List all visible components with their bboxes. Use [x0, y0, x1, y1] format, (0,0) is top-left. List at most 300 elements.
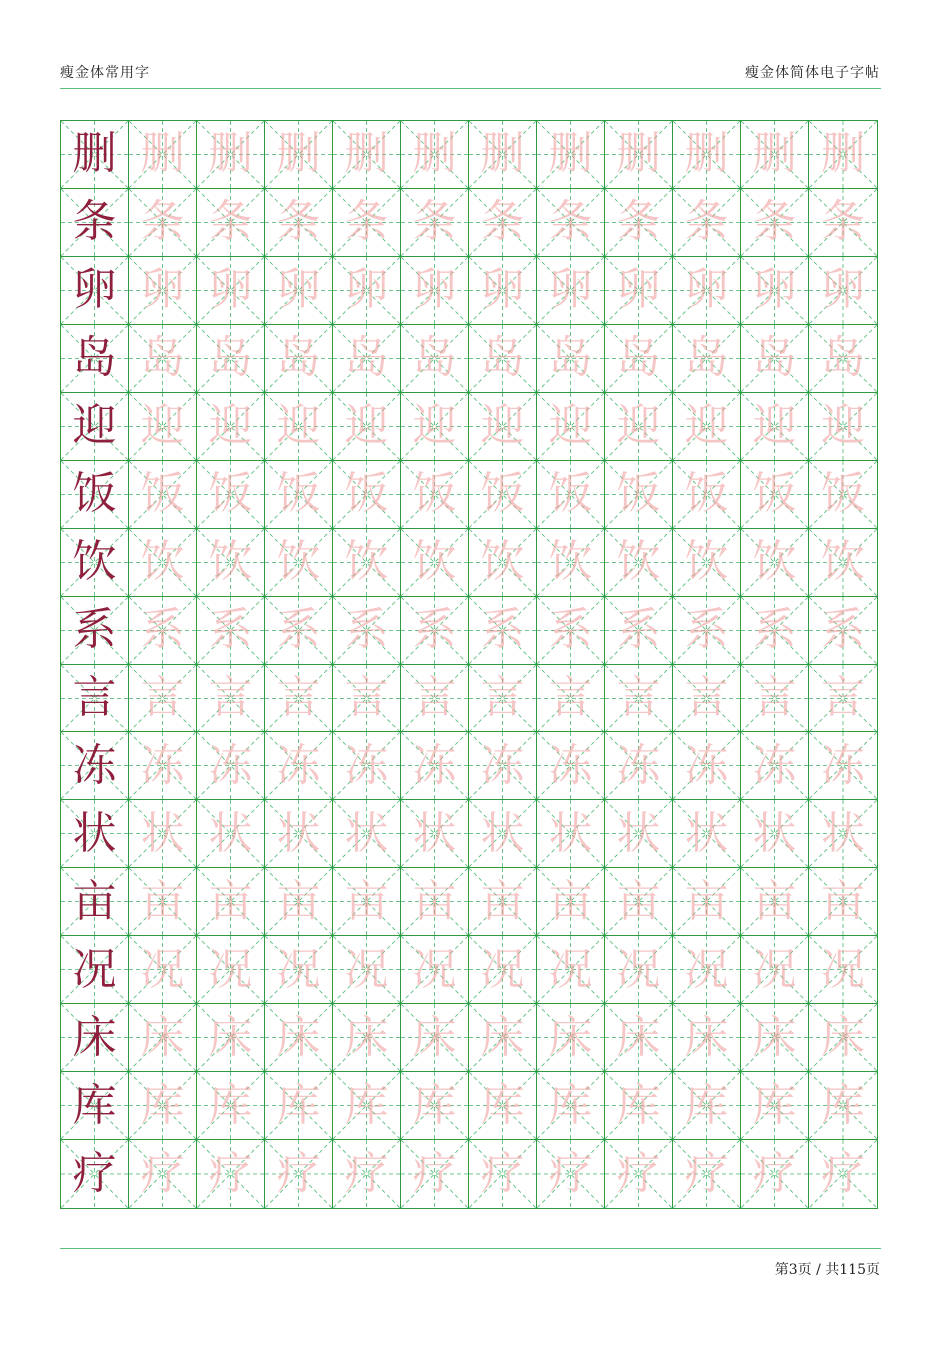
- trace-character: 卵: [752, 264, 797, 316]
- trace-character: 床: [412, 1011, 457, 1063]
- trace-cell: [741, 868, 809, 936]
- trace-cell: [741, 121, 809, 189]
- trace-cell: [673, 597, 741, 665]
- trace-character: 疗: [821, 1148, 865, 1200]
- trace-cell: [605, 325, 673, 393]
- trace-character: 条: [752, 196, 797, 248]
- trace-cell: [809, 936, 877, 1004]
- trace-cell: [265, 257, 333, 325]
- trace-character: 床: [140, 1011, 185, 1063]
- trace-character: 库: [276, 1079, 321, 1131]
- trace-character: 冻: [412, 739, 457, 791]
- trace-character: 言: [480, 671, 525, 723]
- trace-character: 亩: [140, 875, 185, 927]
- trace-character: 删: [140, 128, 185, 180]
- trace-character: 岛: [344, 332, 389, 384]
- trace-cell: [265, 936, 333, 1004]
- model-cell: [61, 1004, 129, 1072]
- trace-character: 亩: [548, 875, 593, 927]
- trace-character: 卵: [821, 264, 865, 316]
- trace-character: 条: [616, 196, 661, 248]
- trace-character: 亩: [276, 875, 321, 927]
- model-character: 疗: [72, 1148, 117, 1200]
- trace-character: 床: [548, 1011, 593, 1063]
- trace-character: 迎: [480, 400, 525, 452]
- trace-character: 迎: [276, 400, 321, 452]
- trace-character: 系: [276, 604, 321, 656]
- trace-cell: [129, 1004, 197, 1072]
- trace-cell: [129, 325, 197, 393]
- trace-character: 床: [276, 1011, 321, 1063]
- trace-cell: [469, 868, 537, 936]
- trace-character: 饭: [821, 468, 865, 520]
- trace-cell: [741, 257, 809, 325]
- trace-cell: [197, 732, 265, 800]
- trace-character: 岛: [208, 332, 253, 384]
- trace-character: 卵: [684, 264, 729, 316]
- trace-cell: [265, 597, 333, 665]
- trace-cell: [673, 393, 741, 461]
- trace-cell: [605, 257, 673, 325]
- trace-character: 迎: [412, 400, 457, 452]
- trace-character: 库: [616, 1079, 661, 1131]
- trace-character: 疗: [616, 1148, 661, 1200]
- trace-cell: [401, 597, 469, 665]
- trace-cell: [197, 665, 265, 733]
- trace-character: 库: [752, 1079, 797, 1131]
- trace-character: 卵: [548, 264, 593, 316]
- model-cell: [61, 461, 129, 529]
- trace-cell: [741, 1072, 809, 1140]
- trace-character: 言: [140, 671, 185, 723]
- trace-cell: [469, 800, 537, 868]
- header-left-title: 瘦金体常用字: [60, 65, 150, 81]
- model-cell: [61, 732, 129, 800]
- trace-character: 况: [344, 943, 389, 995]
- trace-character: 系: [616, 604, 661, 656]
- trace-cell: [401, 868, 469, 936]
- trace-character: 卵: [276, 264, 321, 316]
- trace-cell: [809, 257, 877, 325]
- model-cell: [61, 1140, 129, 1208]
- trace-cell: [401, 461, 469, 529]
- trace-cell: [197, 1004, 265, 1072]
- trace-character: 系: [140, 604, 185, 656]
- model-cell: [61, 121, 129, 189]
- trace-cell: [197, 1072, 265, 1140]
- trace-cell: [537, 597, 605, 665]
- trace-cell: [197, 936, 265, 1004]
- trace-cell: [469, 732, 537, 800]
- trace-cell: [605, 529, 673, 597]
- trace-character: 冻: [276, 739, 321, 791]
- model-character: 库: [72, 1079, 117, 1131]
- model-character: 状: [72, 807, 117, 859]
- model-character: 言: [72, 671, 117, 723]
- trace-cell: [673, 1004, 741, 1072]
- trace-character: 冻: [480, 739, 525, 791]
- model-cell: [61, 1072, 129, 1140]
- trace-cell: [469, 325, 537, 393]
- trace-cell: [741, 325, 809, 393]
- trace-character: 疗: [752, 1148, 797, 1200]
- trace-character: 状: [140, 807, 185, 859]
- trace-cell: [673, 1140, 741, 1208]
- trace-character: 言: [616, 671, 661, 723]
- trace-character: 状: [752, 807, 797, 859]
- model-character: 亩: [72, 875, 117, 927]
- trace-character: 岛: [276, 332, 321, 384]
- model-cell: [61, 257, 129, 325]
- trace-character: 床: [752, 1011, 797, 1063]
- trace-cell: [537, 529, 605, 597]
- trace-character: 饮: [276, 536, 321, 588]
- trace-cell: [537, 665, 605, 733]
- trace-cell: [741, 936, 809, 1004]
- trace-cell: [809, 189, 877, 257]
- trace-cell: [537, 868, 605, 936]
- trace-character: 系: [684, 604, 729, 656]
- trace-cell: [809, 597, 877, 665]
- trace-character: 疗: [684, 1148, 729, 1200]
- trace-character: 饭: [684, 468, 729, 520]
- trace-character: 条: [140, 196, 185, 248]
- trace-cell: [537, 325, 605, 393]
- trace-cell: [605, 1004, 673, 1072]
- trace-character: 疗: [480, 1148, 525, 1200]
- trace-character: 床: [208, 1011, 253, 1063]
- model-character: 饭: [72, 468, 117, 520]
- trace-cell: [809, 732, 877, 800]
- trace-character: 迎: [208, 400, 253, 452]
- trace-cell: [741, 800, 809, 868]
- trace-cell: [265, 325, 333, 393]
- trace-character: 饭: [140, 468, 185, 520]
- trace-cell: [605, 393, 673, 461]
- trace-character: 言: [548, 671, 593, 723]
- trace-character: 饭: [752, 468, 797, 520]
- trace-character: 条: [548, 196, 593, 248]
- trace-character: 况: [208, 943, 253, 995]
- trace-character: 卵: [412, 264, 457, 316]
- trace-cell: [809, 1004, 877, 1072]
- trace-character: 言: [208, 671, 253, 723]
- trace-cell: [129, 121, 197, 189]
- trace-cell: [129, 597, 197, 665]
- trace-character: 卵: [480, 264, 525, 316]
- trace-cell: [605, 121, 673, 189]
- trace-cell: [809, 800, 877, 868]
- trace-cell: [129, 393, 197, 461]
- trace-cell: [741, 189, 809, 257]
- trace-cell: [265, 1140, 333, 1208]
- trace-cell: [265, 189, 333, 257]
- trace-character: 饮: [684, 536, 729, 588]
- trace-character: 冻: [821, 739, 865, 791]
- trace-cell: [401, 1072, 469, 1140]
- trace-cell: [333, 1140, 401, 1208]
- trace-cell: [605, 936, 673, 1004]
- trace-cell: [605, 1140, 673, 1208]
- trace-cell: [537, 189, 605, 257]
- trace-cell: [537, 461, 605, 529]
- trace-character: 状: [276, 807, 321, 859]
- trace-cell: [605, 189, 673, 257]
- trace-character: 饭: [276, 468, 321, 520]
- trace-character: 状: [548, 807, 593, 859]
- trace-character: 况: [276, 943, 321, 995]
- trace-character: 删: [344, 128, 389, 180]
- trace-character: 状: [412, 807, 457, 859]
- header-right-title: 瘦金体简体电子字帖: [745, 65, 880, 81]
- model-cell: [61, 665, 129, 733]
- trace-character: 饭: [208, 468, 253, 520]
- trace-character: 言: [276, 671, 321, 723]
- trace-character: 言: [412, 671, 457, 723]
- trace-cell: [197, 529, 265, 597]
- trace-cell: [673, 325, 741, 393]
- trace-cell: [265, 393, 333, 461]
- trace-character: 状: [821, 807, 865, 859]
- trace-cell: [265, 732, 333, 800]
- model-cell: [61, 800, 129, 868]
- trace-character: 亩: [821, 875, 865, 927]
- trace-cell: [265, 868, 333, 936]
- trace-character: 疗: [276, 1148, 321, 1200]
- model-cell: [61, 936, 129, 1004]
- trace-cell: [265, 665, 333, 733]
- trace-character: 状: [208, 807, 253, 859]
- trace-character: 系: [752, 604, 797, 656]
- trace-character: 状: [684, 807, 729, 859]
- trace-cell: [605, 665, 673, 733]
- trace-cell: [605, 732, 673, 800]
- trace-cell: [741, 1140, 809, 1208]
- trace-cell: [469, 393, 537, 461]
- model-character: 况: [72, 943, 117, 995]
- trace-character: 况: [412, 943, 457, 995]
- model-character: 岛: [72, 332, 117, 384]
- model-character: 床: [72, 1011, 117, 1063]
- trace-character: 库: [821, 1079, 865, 1131]
- trace-cell: [741, 665, 809, 733]
- model-character: 系: [72, 604, 117, 656]
- trace-cell: [265, 461, 333, 529]
- trace-character: 饭: [480, 468, 525, 520]
- trace-cell: [197, 393, 265, 461]
- trace-cell: [741, 529, 809, 597]
- trace-character: 迎: [752, 400, 797, 452]
- trace-cell: [741, 461, 809, 529]
- trace-character: 岛: [412, 332, 457, 384]
- trace-cell: [401, 529, 469, 597]
- model-cell: [61, 325, 129, 393]
- trace-character: 库: [344, 1079, 389, 1131]
- trace-cell: [809, 529, 877, 597]
- model-cell: [61, 393, 129, 461]
- trace-character: 卵: [140, 264, 185, 316]
- trace-cell: [469, 189, 537, 257]
- trace-character: 床: [344, 1011, 389, 1063]
- trace-cell: [265, 1004, 333, 1072]
- trace-cell: [605, 800, 673, 868]
- trace-character: 亩: [752, 875, 797, 927]
- trace-cell: [197, 1140, 265, 1208]
- trace-cell: [333, 597, 401, 665]
- trace-character: 删: [752, 128, 797, 180]
- trace-cell: [333, 121, 401, 189]
- trace-cell: [401, 1004, 469, 1072]
- trace-cell: [673, 732, 741, 800]
- trace-character: 亩: [480, 875, 525, 927]
- trace-cell: [809, 461, 877, 529]
- trace-cell: [401, 393, 469, 461]
- trace-character: 岛: [548, 332, 593, 384]
- trace-cell: [197, 257, 265, 325]
- model-cell: [61, 597, 129, 665]
- trace-cell: [673, 868, 741, 936]
- trace-cell: [129, 1140, 197, 1208]
- trace-cell: [197, 597, 265, 665]
- trace-character: 删: [412, 128, 457, 180]
- model-cell: [61, 529, 129, 597]
- trace-character: 冻: [140, 739, 185, 791]
- trace-cell: [537, 1140, 605, 1208]
- trace-character: 条: [344, 196, 389, 248]
- trace-character: 床: [480, 1011, 525, 1063]
- trace-character: 况: [752, 943, 797, 995]
- trace-character: 疗: [140, 1148, 185, 1200]
- trace-cell: [469, 1004, 537, 1072]
- trace-cell: [673, 121, 741, 189]
- trace-cell: [129, 868, 197, 936]
- trace-cell: [333, 800, 401, 868]
- trace-character: 饮: [821, 536, 865, 588]
- model-character: 冻: [72, 739, 117, 791]
- trace-cell: [809, 1140, 877, 1208]
- trace-character: 迎: [616, 400, 661, 452]
- trace-cell: [401, 257, 469, 325]
- trace-cell: [673, 936, 741, 1004]
- trace-cell: [401, 325, 469, 393]
- trace-cell: [333, 529, 401, 597]
- trace-character: 亩: [208, 875, 253, 927]
- trace-cell: [333, 189, 401, 257]
- trace-character: 删: [616, 128, 661, 180]
- trace-character: 饭: [616, 468, 661, 520]
- trace-cell: [673, 529, 741, 597]
- trace-character: 系: [821, 604, 865, 656]
- trace-character: 饭: [548, 468, 593, 520]
- model-character: 迎: [72, 400, 117, 452]
- header-divider: [60, 88, 881, 89]
- trace-cell: [741, 732, 809, 800]
- trace-cell: [401, 936, 469, 1004]
- trace-cell: [809, 121, 877, 189]
- trace-character: 疗: [344, 1148, 389, 1200]
- trace-character: 库: [208, 1079, 253, 1131]
- trace-cell: [129, 1072, 197, 1140]
- trace-character: 疗: [208, 1148, 253, 1200]
- trace-character: 库: [548, 1079, 593, 1131]
- trace-character: 言: [684, 671, 729, 723]
- trace-cell: [537, 1004, 605, 1072]
- trace-character: 库: [480, 1079, 525, 1131]
- trace-cell: [333, 325, 401, 393]
- trace-cell: [537, 121, 605, 189]
- trace-cell: [333, 936, 401, 1004]
- trace-character: 条: [208, 196, 253, 248]
- trace-character: 言: [821, 671, 865, 723]
- trace-cell: [469, 529, 537, 597]
- trace-character: 岛: [821, 332, 865, 384]
- trace-cell: [333, 868, 401, 936]
- trace-character: 亩: [344, 875, 389, 927]
- trace-character: 饮: [344, 536, 389, 588]
- trace-cell: [809, 1072, 877, 1140]
- trace-character: 迎: [684, 400, 729, 452]
- trace-cell: [129, 529, 197, 597]
- trace-character: 卵: [616, 264, 661, 316]
- trace-cell: [333, 461, 401, 529]
- trace-cell: [469, 257, 537, 325]
- trace-character: 亩: [616, 875, 661, 927]
- trace-cell: [401, 121, 469, 189]
- trace-character: 卵: [208, 264, 253, 316]
- trace-cell: [197, 461, 265, 529]
- model-cell: [61, 868, 129, 936]
- trace-character: 岛: [752, 332, 797, 384]
- trace-character: 亩: [412, 875, 457, 927]
- trace-character: 况: [616, 943, 661, 995]
- page-indicator: 第3页 / 共115页: [774, 1262, 880, 1278]
- trace-character: 饮: [480, 536, 525, 588]
- trace-cell: [401, 1140, 469, 1208]
- trace-character: 床: [684, 1011, 729, 1063]
- trace-character: 饮: [752, 536, 797, 588]
- trace-character: 系: [208, 604, 253, 656]
- trace-cell: [469, 597, 537, 665]
- trace-character: 条: [412, 196, 457, 248]
- trace-character: 况: [684, 943, 729, 995]
- trace-cell: [469, 121, 537, 189]
- trace-cell: [129, 665, 197, 733]
- trace-cell: [265, 1072, 333, 1140]
- trace-cell: [469, 936, 537, 1004]
- trace-cell: [265, 800, 333, 868]
- trace-cell: [129, 257, 197, 325]
- trace-character: 饭: [344, 468, 389, 520]
- trace-character: 床: [821, 1011, 865, 1063]
- trace-character: 床: [616, 1011, 661, 1063]
- trace-character: 状: [616, 807, 661, 859]
- trace-cell: [673, 1072, 741, 1140]
- trace-character: 饭: [412, 468, 457, 520]
- trace-character: 亩: [684, 875, 729, 927]
- model-character: 条: [72, 196, 117, 248]
- trace-character: 况: [548, 943, 593, 995]
- trace-cell: [197, 189, 265, 257]
- trace-character: 迎: [140, 400, 185, 452]
- trace-character: 言: [752, 671, 797, 723]
- trace-cell: [265, 121, 333, 189]
- trace-character: 卵: [344, 264, 389, 316]
- trace-character: 库: [140, 1079, 185, 1131]
- trace-character: 岛: [480, 332, 525, 384]
- model-cell: [61, 189, 129, 257]
- trace-character: 冻: [752, 739, 797, 791]
- trace-cell: [741, 393, 809, 461]
